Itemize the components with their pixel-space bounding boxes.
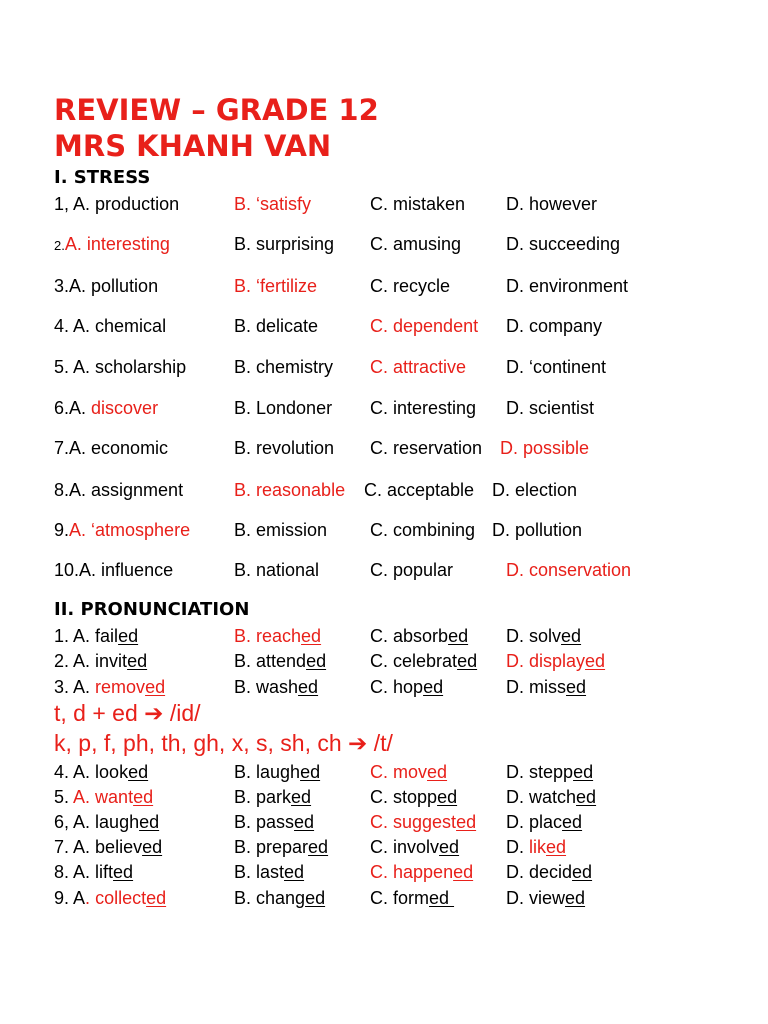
pron-option-a: 5. A. wanted bbox=[54, 787, 154, 807]
stress-row-7 bbox=[0, 436, 768, 460]
pron-option-a: 7. A. believed bbox=[54, 837, 163, 857]
title-line-1: REVIEW – GRADE 12 bbox=[54, 93, 379, 127]
pron-option-c: C. hoped bbox=[370, 677, 444, 697]
pron-option-d: D. watched bbox=[506, 787, 597, 807]
stress-row-3 bbox=[0, 274, 768, 298]
pron-option-d: D. missed bbox=[506, 677, 587, 697]
pron-row-4 bbox=[0, 760, 768, 784]
pron-option-a: 9. A. collected bbox=[54, 888, 167, 908]
pron-option-d: D. liked bbox=[506, 837, 567, 857]
stress-row-4 bbox=[0, 314, 768, 338]
stress-option-d: D. scientist bbox=[506, 398, 595, 418]
stress-option-c: C. reservation bbox=[370, 438, 483, 458]
stress-option-b: B. reasonable bbox=[234, 480, 346, 500]
stress-option-a: 7.A. economic bbox=[54, 438, 169, 458]
stress-option-a: 3.A. pollution bbox=[54, 276, 159, 296]
pron-option-d: D. placed bbox=[506, 812, 583, 832]
arrow-right-icon: ➔ bbox=[144, 700, 164, 726]
pron-option-d: D. solved bbox=[506, 626, 582, 646]
pron-row-1 bbox=[0, 624, 768, 648]
stress-option-b: B. chemistry bbox=[234, 357, 334, 377]
pron-option-b: B. washed bbox=[234, 677, 319, 697]
pron-option-a: 4. A. looked bbox=[54, 762, 149, 782]
stress-option-c: C. acceptable bbox=[364, 480, 475, 500]
stress-row-10 bbox=[0, 558, 768, 582]
pron-option-c: C. moved bbox=[370, 762, 448, 782]
stress-option-d: D. pollution bbox=[492, 520, 583, 540]
pron-option-a: 3. A. removed bbox=[54, 677, 166, 697]
pron-row-5 bbox=[0, 785, 768, 809]
stress-option-a: 10.A. influence bbox=[54, 560, 174, 580]
pron-option-b: B. changed bbox=[234, 888, 326, 908]
pron-option-b: B. passed bbox=[234, 812, 315, 832]
pron-option-c: C. celebrated bbox=[370, 651, 478, 671]
stress-option-a: 6.A. discover bbox=[54, 398, 159, 418]
stress-option-c: C. amusing bbox=[370, 234, 462, 254]
stress-option-b: B. surprising bbox=[234, 234, 335, 254]
pron-option-d: D. viewed bbox=[506, 888, 586, 908]
pron-option-c: C. formed bbox=[370, 888, 455, 908]
stress-option-a: 9.A. ‘atmosphere bbox=[54, 520, 191, 540]
stress-option-c: C. recycle bbox=[370, 276, 451, 296]
pron-option-c: C. happened bbox=[370, 862, 474, 882]
pron-row-2 bbox=[0, 649, 768, 673]
stress-option-b: B. revolution bbox=[234, 438, 335, 458]
pron-row-8 bbox=[0, 860, 768, 884]
section-pronunciation-heading: II. PRONUNCIATION bbox=[54, 599, 250, 620]
section-stress-heading: I. STRESS bbox=[54, 167, 151, 188]
stress-option-b: B. ‘fertilize bbox=[234, 276, 318, 296]
pron-option-a: 1. A. failed bbox=[54, 626, 139, 646]
pron-option-d: D. displayed bbox=[506, 651, 606, 671]
stress-option-c: C. popular bbox=[370, 560, 454, 580]
pron-option-c: C. suggested bbox=[370, 812, 477, 832]
stress-option-a: 1, A. production bbox=[54, 194, 180, 214]
stress-option-b: B. Londoner bbox=[234, 398, 333, 418]
pron-option-d: D. decided bbox=[506, 862, 593, 882]
stress-option-d: D. however bbox=[506, 194, 598, 214]
stress-option-d: D. company bbox=[506, 316, 603, 336]
stress-row-1 bbox=[0, 192, 768, 216]
pron-option-d: D. stepped bbox=[506, 762, 594, 782]
stress-option-b: B. ‘satisfy bbox=[234, 194, 312, 214]
stress-option-c: C. combining bbox=[370, 520, 476, 540]
title-line-2: MRS KHANH VAN bbox=[54, 129, 332, 163]
stress-option-c: C. attractive bbox=[370, 357, 467, 377]
stress-option-d: D. possible bbox=[500, 438, 590, 458]
stress-row-6 bbox=[0, 396, 768, 420]
pron-option-b: B. prepared bbox=[234, 837, 329, 857]
stress-option-a: 4. A. chemical bbox=[54, 316, 167, 336]
stress-row-8 bbox=[0, 478, 768, 502]
stress-option-c: C. mistaken bbox=[370, 194, 466, 214]
pron-option-a: 6, A. laughed bbox=[54, 812, 160, 832]
stress-option-c: C. dependent bbox=[370, 316, 479, 336]
pron-option-b: B. reached bbox=[234, 626, 322, 646]
pron-option-b: B. lasted bbox=[234, 862, 305, 882]
pron-row-7 bbox=[0, 835, 768, 859]
stress-option-b: B. national bbox=[234, 560, 320, 580]
stress-option-a: 5. A. scholarship bbox=[54, 357, 187, 377]
stress-option-a: 2.A. interesting bbox=[54, 234, 170, 254]
pron-option-a: 8. A. lifted bbox=[54, 862, 134, 882]
stress-option-a: 8.A. assignment bbox=[54, 480, 184, 500]
rule-t: k, p, f, ph, th, gh, x, s, sh, ch ➔ /t/ bbox=[54, 730, 393, 756]
stress-option-d: D. environment bbox=[506, 276, 629, 296]
stress-row-5 bbox=[0, 355, 768, 379]
stress-row-9 bbox=[0, 518, 768, 542]
pron-option-c: C. involved bbox=[370, 837, 460, 857]
pron-option-b: B. laughed bbox=[234, 762, 321, 782]
arrow-right-icon: ➔ bbox=[348, 730, 368, 756]
stress-option-d: D. succeeding bbox=[506, 234, 621, 254]
stress-option-d: D. conservation bbox=[506, 560, 632, 580]
stress-option-d: D. election bbox=[492, 480, 578, 500]
pron-option-b: B. parked bbox=[234, 787, 312, 807]
pron-option-b: B. attended bbox=[234, 651, 327, 671]
stress-row-2 bbox=[0, 232, 768, 256]
pron-option-c: C. stopped bbox=[370, 787, 458, 807]
pron-option-a: 2. A. invited bbox=[54, 651, 148, 671]
stress-option-b: B. delicate bbox=[234, 316, 319, 336]
stress-option-b: B. emission bbox=[234, 520, 328, 540]
stress-option-c: C. interesting bbox=[370, 398, 477, 418]
pron-row-6 bbox=[0, 810, 768, 834]
stress-option-d: D. ‘continent bbox=[506, 357, 607, 377]
rule-id: t, d + ed ➔ /id/ bbox=[54, 700, 201, 726]
pron-row-9 bbox=[0, 886, 768, 910]
pron-row-3 bbox=[0, 675, 768, 699]
pron-option-c: C. absorbed bbox=[370, 626, 469, 646]
